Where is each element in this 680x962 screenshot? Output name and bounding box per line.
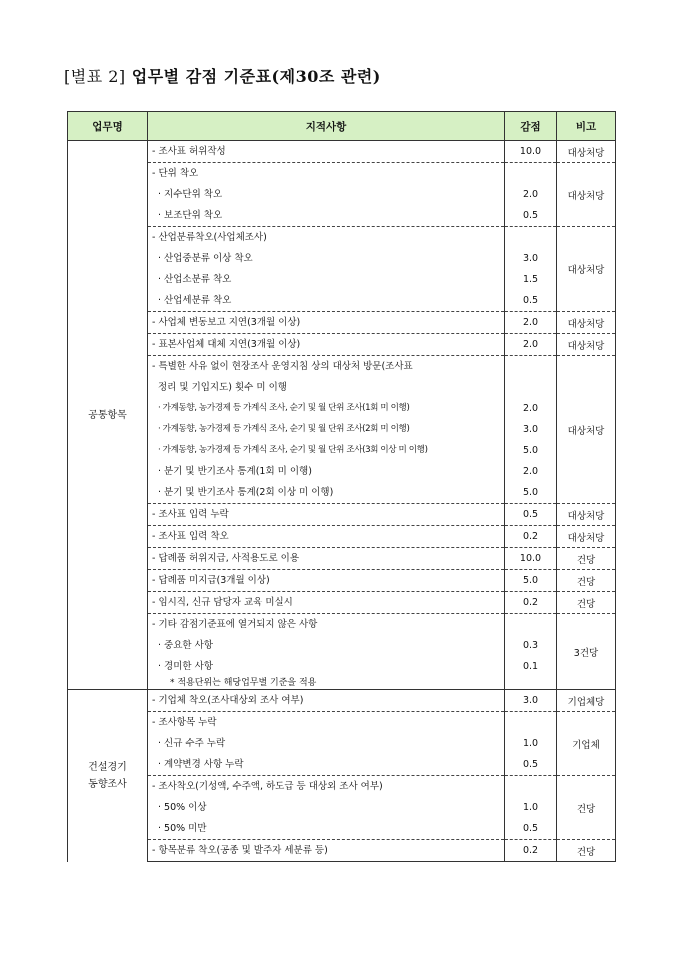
table-row (68, 163, 616, 227)
page-title (64, 64, 381, 87)
item-text: - 답례품 허위지급, 사적용도로 이용 (152, 553, 300, 564)
item-text: · 보조단위 착오 (158, 210, 223, 221)
table-row (68, 227, 616, 312)
table-row (68, 776, 616, 840)
item-cell (148, 690, 505, 712)
item-text: - 임시직, 신규 담당자 교육 미실시 (152, 597, 293, 608)
points-cell (505, 356, 557, 504)
category-cell: 공통항목 (68, 141, 148, 690)
points-cell (505, 840, 557, 862)
item-text: - 단위 착오 (152, 168, 199, 179)
item-cell (148, 526, 505, 548)
remark-cell: 건당 (557, 548, 616, 570)
point-value: 1.5 (522, 274, 539, 285)
header-points: 감점 (505, 112, 557, 141)
point-value: 3.0 (522, 253, 539, 264)
item-cell (148, 227, 505, 312)
remark-cell: 대상처당 (557, 163, 616, 227)
item-cell (148, 356, 505, 504)
points-cell (505, 592, 557, 614)
item-cell (148, 592, 505, 614)
table-row (68, 334, 616, 356)
item-text: - 답례품 미지급(3개월 이상) (152, 575, 270, 586)
point-value: 2.0 (522, 339, 539, 350)
remark-cell: 대상처당 (557, 141, 616, 163)
item-text: · 계약변경 사항 누락 (158, 759, 244, 770)
item-text: - 조사착오(기성액, 수주액, 하도급 등 대상외 조사 여부) (152, 781, 383, 792)
item-text: · 산업소분류 착오 (158, 274, 232, 285)
point-value: 10.0 (519, 553, 542, 564)
remark-cell: 대상처당 (557, 334, 616, 356)
table-row (68, 712, 616, 776)
point-value: 0.5 (522, 759, 539, 770)
point-value: 0.5 (522, 210, 539, 221)
item-text: · 산업세분류 착오 (158, 295, 232, 306)
item-text: · 경미한 사항 (158, 661, 213, 672)
point-value (505, 377, 556, 398)
remark-cell: 건당 (557, 776, 616, 840)
point-value (505, 163, 556, 184)
item-text: - 기업체 착오(조사대상외 조사 여부) (152, 695, 304, 706)
item-cell (148, 840, 505, 862)
remark-cell: 대상처당 (557, 356, 616, 504)
item-text: · 중요한 사항 (158, 640, 213, 651)
table-row (68, 312, 616, 334)
point-value: 1.0 (522, 738, 539, 749)
point-value: 0.5 (522, 509, 539, 520)
points-cell (505, 312, 557, 334)
points-cell (505, 227, 557, 312)
remark-cell: 기업체 (557, 712, 616, 776)
points-cell (505, 570, 557, 592)
point-value: 3.0 (522, 695, 539, 706)
point-value: 2.0 (522, 466, 539, 477)
point-value: 10.0 (519, 146, 542, 157)
item-text: · 분기 및 반기조사 통계(1회 미 이행) (158, 466, 312, 477)
remark-cell: 기업체당 (557, 690, 616, 712)
point-value: 5.0 (522, 575, 539, 586)
points-cell (505, 712, 557, 776)
item-cell (148, 548, 505, 570)
point-value: 0.1 (522, 661, 539, 672)
points-cell (505, 776, 557, 840)
item-text: - 사업체 변동보고 지연(3개월 이상) (152, 317, 301, 328)
item-text: · 가계동향, 농가경제 등 가계식 조사, 순기 및 월 단위 조사(3회 이상 미 이행) (158, 445, 428, 455)
note-text: * 적용단위는 해당업무별 기준을 적용 (170, 678, 317, 688)
item-cell (148, 614, 505, 690)
item-text: · 산업중분류 이상 착오 (158, 253, 253, 264)
item-text: · 50% 이상 (158, 802, 207, 813)
point-value: 2.0 (522, 317, 539, 328)
point-value: 5.0 (522, 445, 539, 456)
table-row (68, 526, 616, 548)
point-value: 0.2 (522, 597, 539, 608)
points-cell (505, 163, 557, 227)
table-row (68, 690, 616, 712)
item-text: - 항목분류 착오(공종 및 발주자 세분류 등) (152, 845, 328, 856)
item-cell (148, 712, 505, 776)
item-text: · 지수단위 착오 (158, 189, 223, 200)
item-cell (148, 141, 505, 163)
table-body (68, 141, 616, 862)
points-cell (505, 504, 557, 526)
point-value: 0.3 (522, 640, 539, 651)
table-row (68, 356, 616, 504)
item-text: · 가계동향, 농가경제 등 가계식 조사, 순기 및 월 단위 조사(2회 미 이행) (158, 424, 410, 434)
point-value: 2.0 (522, 403, 539, 414)
header-category: 업무명 (68, 112, 148, 141)
item-cell (148, 570, 505, 592)
points-cell (505, 614, 557, 690)
point-value: 3.0 (522, 424, 539, 435)
remark-cell: 건당 (557, 840, 616, 862)
header-remarks: 비고 (557, 112, 616, 141)
table-row (68, 548, 616, 570)
point-value (505, 776, 556, 797)
item-text: - 조사표 입력 누락 (152, 509, 229, 520)
item-text: - 기타 감점기준표에 열거되지 않은 사항 (152, 619, 318, 630)
point-value (505, 356, 556, 377)
table-row (68, 840, 616, 862)
point-value: 0.5 (522, 295, 539, 306)
item-cell (148, 776, 505, 840)
item-text: · 50% 미만 (158, 823, 207, 834)
item-text: - 표본사업체 대체 지연(3개월 이상) (152, 339, 301, 350)
points-cell (505, 548, 557, 570)
remark-cell: 대상처당 (557, 312, 616, 334)
table-row (68, 141, 616, 163)
points-cell (505, 526, 557, 548)
item-text: · 신규 수주 누락 (158, 738, 226, 749)
item-text: - 산업분류착오(사업체조사) (152, 232, 267, 243)
table-row (68, 504, 616, 526)
item-cell (148, 504, 505, 526)
point-value: 0.2 (522, 845, 539, 856)
point-value (505, 614, 556, 635)
item-text: · 분기 및 반기조사 통계(2회 이상 미 이행) (158, 487, 334, 498)
table-row (68, 570, 616, 592)
point-value (505, 712, 556, 733)
item-cell (148, 312, 505, 334)
point-value: 0.2 (522, 531, 539, 542)
point-value (505, 227, 556, 248)
header-row (68, 112, 616, 141)
header-item: 지적사항 (148, 112, 505, 141)
points-cell (505, 690, 557, 712)
annex-label: [별표 2] (64, 67, 126, 86)
deduction-table (67, 111, 616, 862)
remark-cell: 대상처당 (557, 526, 616, 548)
remark-cell: 건당 (557, 570, 616, 592)
table-row (68, 592, 616, 614)
item-text: - 조사표 입력 착오 (152, 531, 229, 542)
item-cell (148, 163, 505, 227)
item-text: - 조사표 허위작성 (152, 146, 226, 157)
table-row (68, 614, 616, 690)
title-text: 업무별 감점 기준표(제30조 관련) (131, 67, 381, 86)
point-value: 1.0 (522, 802, 539, 813)
item-text: 정리 및 기입지도) 횟수 미 이행 (158, 382, 287, 393)
category-cell: 건설경기 동향조사 (68, 690, 148, 862)
item-text: - 조사항목 누락 (152, 717, 217, 728)
point-value: 2.0 (522, 189, 539, 200)
remark-cell: 3건당 (557, 614, 616, 690)
remark-cell: 대상처당 (557, 227, 616, 312)
points-cell (505, 141, 557, 163)
point-value: 5.0 (522, 487, 539, 498)
item-cell (148, 334, 505, 356)
remark-cell: 대상처당 (557, 504, 616, 526)
item-text: · 가계동향, 농가경제 등 가계식 조사, 순기 및 월 단위 조사(1회 미 이행) (158, 403, 410, 413)
item-text: - 특별한 사유 없이 현장조사 운영지침 상의 대상처 방문(조사표 (152, 361, 413, 372)
point-value: 0.5 (522, 823, 539, 834)
point-spacer (505, 677, 556, 689)
remark-cell: 건당 (557, 592, 616, 614)
points-cell (505, 334, 557, 356)
